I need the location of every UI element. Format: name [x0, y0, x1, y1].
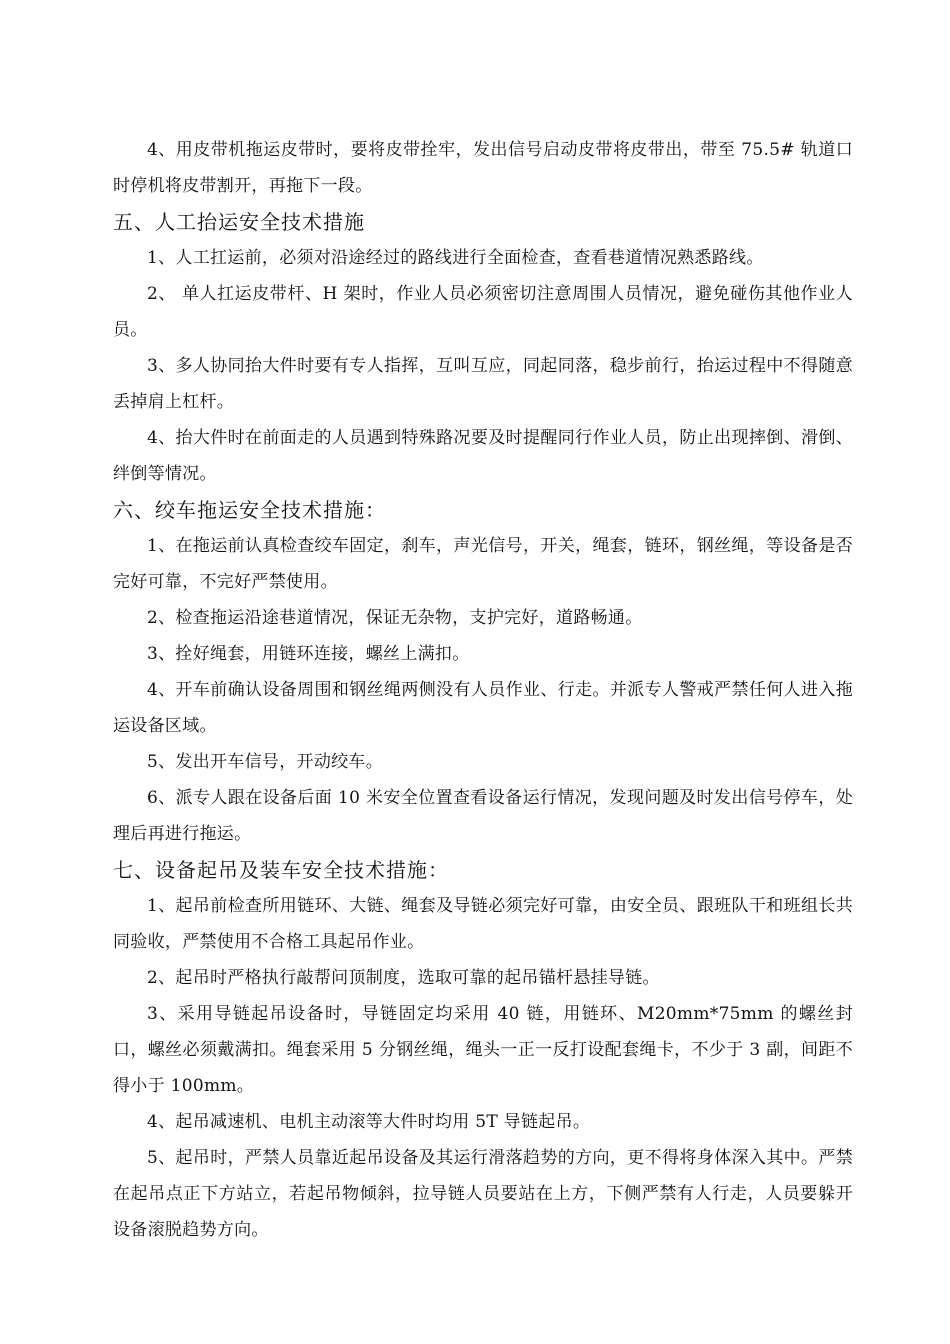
section-heading-6: 六、绞车拖运安全技术措施：	[113, 498, 386, 522]
paragraph: 6、派专人跟在设备后面 10 米安全位置查看设备运行情况，发现问题及时发出信号停车，处理后再进行拖运。	[113, 788, 853, 844]
paragraph: 2、起吊时严格执行敲帮问顶制度，选取可靠的起吊锚杆悬挂导链。	[147, 968, 660, 988]
document-body	[113, 132, 853, 1248]
paragraph: 1、起吊前检查所用链环、大链、绳套及导链必须完好可靠，由安全员、跟班队干和班组长共同验收，严禁使用不合格工具起吊作业。	[113, 896, 853, 952]
paragraph: 4、抬大件时在前面走的人员遇到特殊路况要及时提醒同行作业人员，防止出现摔倒、滑倒、绊倒等情况。	[113, 428, 853, 484]
paragraph: 1、在拖运前认真检查绞车固定，刹车，声光信号，开关，绳套，链环，钢丝绳，等设备是否完好可靠，不完好严禁使用。	[113, 536, 853, 592]
paragraph: 5、发出开车信号，开动绞车。	[147, 752, 384, 772]
paragraph: 3、拴好绳套，用链环连接，螺丝上满扣。	[147, 644, 470, 664]
paragraph: 2、 单人扛运皮带杆、H 架时，作业人员必须密切注意周围人员情况，避免碰伤其他作业人员。	[113, 284, 853, 340]
paragraph: 3、采用导链起吊设备时，导链固定均采用 40 链，用链环、M20mm*75mm 的螺丝封口，螺丝必须戴满扣。绳套采用 5 分钢丝绳，绳头一正一反打设配套绳卡，不少于 3 副，间距不得小于 100mm。	[113, 1004, 853, 1096]
section-heading-7: 七、设备起吊及装车安全技术措施：	[113, 858, 449, 882]
paragraph: 4、起吊减速机、电机主动滚等大件时均用 5T 导链起吊。	[147, 1112, 591, 1132]
paragraph: 3、多人协同抬大件时要有专人指挥，互叫互应，同起同落，稳步前行，抬运过程中不得随意丢掉肩上杠杆。	[113, 356, 853, 412]
paragraph: 5、起吊时，严禁人员靠近起吊设备及其运行滑落趋势的方向，更不得将身体深入其中。严禁在起吊点正下方站立，若起吊物倾斜，拉导链人员要站在上方，下侧严禁有人行走，人员要躲开设备滚脱趋势方向。	[113, 1148, 853, 1240]
paragraph: 1、人工扛运前，必须对沿途经过的路线进行全面检查，查看巷道情况熟悉路线。	[147, 248, 764, 268]
paragraph: 2、检查拖运沿途巷道情况，保证无杂物，支护完好，道路畅通。	[147, 608, 643, 628]
paragraph: 4、用皮带机拖运皮带时，要将皮带拴牢，发出信号启动皮带将皮带出，带至 75.5# 轨道口时停机将皮带割开，再拖下一段。	[113, 140, 853, 196]
section-heading-5: 五、人工抬运安全技术措施	[113, 210, 365, 234]
paragraph: 4、开车前确认设备周围和钢丝绳两侧没有人员作业、行走。并派专人警戒严禁任何人进入拖运设备区域。	[113, 680, 853, 736]
